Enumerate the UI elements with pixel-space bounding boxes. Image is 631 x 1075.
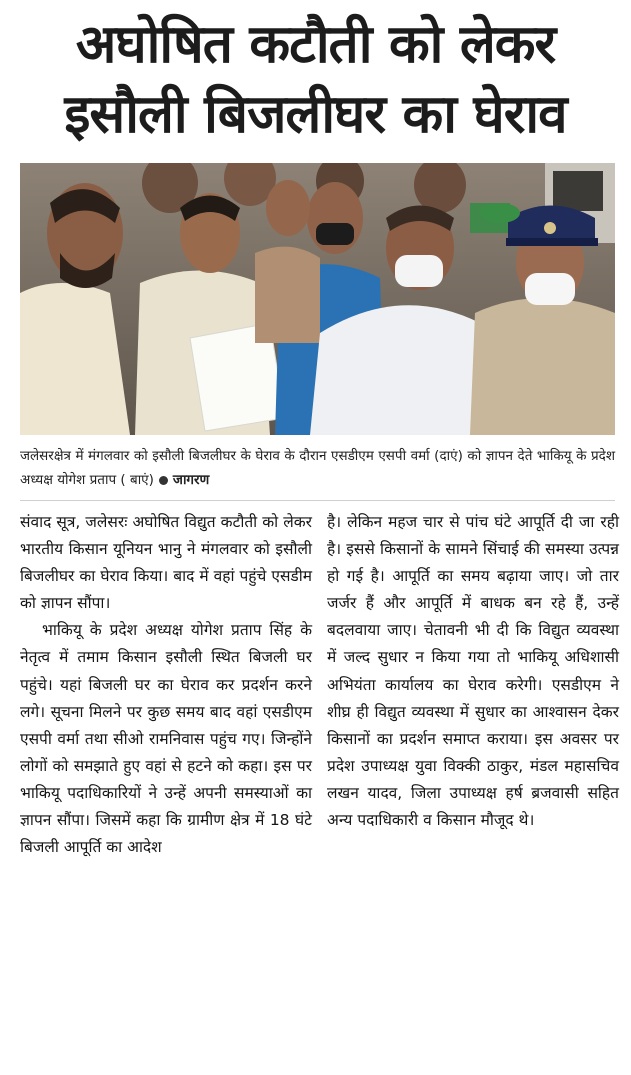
article-text: अघोषित विद्युत कटौती को लेकर भारतीय किसान यूनियन भानु ने मंगलवार को इसौली बिजलीघर का घेराव किया। बाद में वहां पहुंचे एसडीम को ज्ञापन सौंपा। [20, 513, 312, 613]
article-column-right [327, 509, 619, 834]
headline-line-1: अघोषित कटौती को लेकर [75, 14, 556, 75]
caption-divider [20, 500, 615, 501]
article-paragraph [20, 617, 312, 861]
caption-credit: जागरण [172, 472, 210, 488]
photo-icon [20, 163, 615, 435]
article-paragraph [20, 509, 312, 617]
headline [0, 10, 631, 150]
caption-text: जलेसरक्षेत्र में मंगलवार को इसौली बिजलीघर के घेराव के दौरान एसडीएम एसपी वर्मा (दाएं) को ज्ञापन देते भाकियू के प्रदेश अध्यक्ष योगेश प्रताप ( बाएं) [20, 448, 615, 488]
bullet-icon [159, 476, 168, 485]
dateline: संवाद सूत्र, जलेसरः [20, 513, 128, 531]
article-text: भाकियू के प्रदेश अध्यक्ष योगेश प्रताप सिंह के नेतृत्व में तमाम किसान इसौली स्थित बिजली घर पहुंचे। यहां बिजली घर का घेराव कर प्रदर्शन करने लगे। सूचना मिलने पर कुछ समय बाद वहां एसडीएम एसपी वर्मा तथा सीओ रामनिवास पहुंच गए। जिन्होंने लोगों को समझाते हुए वहां से हटने को कहा। इस पर भाकियू पदाधिकारियों ने उन्हें अपनी समस्याओं का ज्ञापन सौंपा। जिसमें कहा कि ग्रामीण क्षेत्र में 18 घंटे बिजली आपूर्ति का आदेश [20, 621, 312, 857]
article-paragraph [327, 509, 619, 834]
news-photo [20, 163, 615, 435]
headline-line-2: इसौली बिजलीघर का घेराव [64, 84, 567, 145]
photo-caption [20, 444, 615, 492]
article-text: है। लेकिन महज चार से पांच घंटे आपूर्ति दी जा रही है। इससे किसानों के सामने सिंचाई की समस्या उत्पन्न हो गई है। आपूर्ति का समय बढ़ाया जाए। जो तार जर्जर हैं और आपूर्ति में बाधक बन रहे हैं, उन्हें बदलवाया जाए। चेतावनी भी दी कि विद्युत व्यवस्था में जल्द सुधार न किया गया तो भाकियू अधिशासी अभियंता कार्यालय का घेराव करेगी। एसडीएम ने शीघ्र ही विद्युत व्यवस्था में सुधार का आश्वासन देकर किसानों का प्रदर्शन समाप्त कराया। इस अवसर पर प्रदेश उपाध्यक्ष युवा विक्की ठाकुर, मंडल महासचिव लखन यादव, जिला उपाध्यक्ष हर्ष ब्रजवासी सहित अन्य पदाधिकारी व किसान मौजूद थे। [327, 513, 619, 830]
article-column-left [20, 509, 312, 861]
